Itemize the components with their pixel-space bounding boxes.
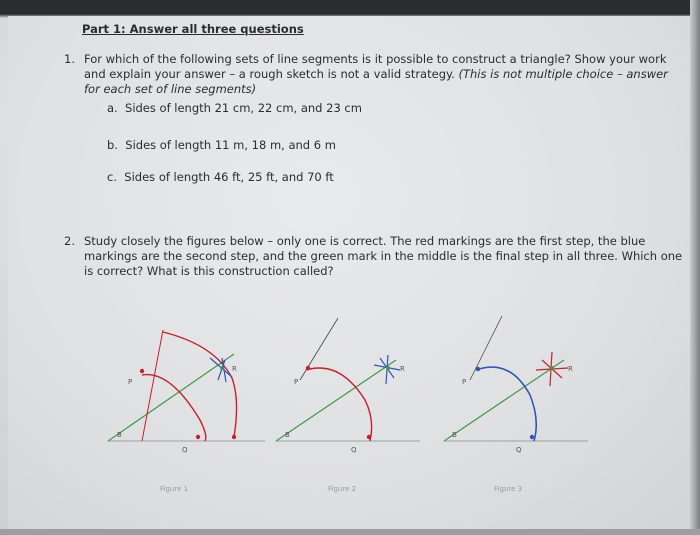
option-b-text: Sides of length 11 m, 18 m, and 6 m	[125, 138, 336, 152]
figure-1-label-p: P	[128, 378, 133, 386]
question-1-line-2-italic: (This is not multiple choice – answer	[454, 67, 668, 81]
figure-1-red-arc-2	[163, 332, 237, 437]
question-2-line-1: Study closely the figures below – only one is correct. The red markings are the first step, the blue	[84, 234, 646, 248]
figure-1-green-mark	[220, 366, 224, 370]
figure-2-green-mark	[386, 366, 390, 370]
figure-2-point-p	[306, 366, 310, 370]
figure-3-blue-arc	[476, 367, 536, 441]
figure-1-label-q: Q	[182, 446, 188, 454]
figure-1-label-r: R	[232, 365, 237, 373]
question-2-line-2: markings are the second step, and the green mark in the middle is the final step in all three. Which one	[84, 249, 683, 263]
figure-2-caption: Figure 2	[328, 485, 357, 493]
figure-2-red-arc	[306, 368, 372, 441]
figure-1-point-end	[232, 435, 236, 439]
figure-3-guide-line	[470, 316, 502, 380]
figure-3-label-p: P	[462, 378, 467, 386]
figure-1-point-p	[140, 369, 144, 373]
question-1-line-2: and explain your answer – a rough sketch is not a valid strategy.	[84, 67, 455, 81]
figure-1-red-arc	[142, 375, 206, 441]
figure-3	[444, 316, 588, 493]
figure-2	[276, 318, 420, 493]
option-a-text: Sides of length 21 cm, 22 cm, and 23 cm	[125, 101, 362, 115]
figure-1-label-b: B	[117, 431, 122, 439]
question-2-line-3: is correct? What is this construction called?	[84, 264, 334, 278]
figure-2-label-q: Q	[351, 446, 357, 454]
figure-2-label-p: P	[294, 378, 299, 386]
part-heading: Part 1: Answer all three questions	[82, 22, 304, 36]
figure-1-point-q	[196, 435, 200, 439]
option-c-text: Sides of length 46 ft, 25 ft, and 70 ft	[124, 170, 334, 184]
figure-3-label-q: Q	[516, 446, 522, 454]
figure-1-caption: Figure 1	[160, 485, 189, 493]
figure-3-angle-ray	[444, 360, 564, 441]
question-1-line-1: For which of the following sets of line segments is it possible to construct a triangle? Show your work	[84, 52, 667, 66]
figure-1	[108, 330, 265, 493]
figure-2-label-r: R	[400, 365, 405, 373]
figure-3-point-p	[476, 367, 480, 371]
question-1-line-3: for each set of line segments)	[84, 82, 257, 96]
figure-1-angle-ray	[108, 354, 234, 441]
figure-1-red-line	[142, 330, 163, 441]
option-c-label: c.	[107, 170, 117, 184]
figure-3-point-q	[530, 435, 534, 439]
figure-2-label-b: B	[285, 431, 290, 439]
option-a-label: a.	[107, 101, 118, 115]
figure-3-label-r: R	[568, 365, 573, 373]
figure-3-caption: Figure 3	[494, 485, 523, 493]
question-1-number: 1.	[64, 52, 75, 66]
figure-3-label-b: B	[452, 431, 457, 439]
option-b-label: b.	[107, 138, 118, 152]
question-2-number: 2.	[64, 234, 75, 248]
figure-3-green-mark	[550, 366, 554, 370]
figure-2-point-q	[367, 435, 371, 439]
